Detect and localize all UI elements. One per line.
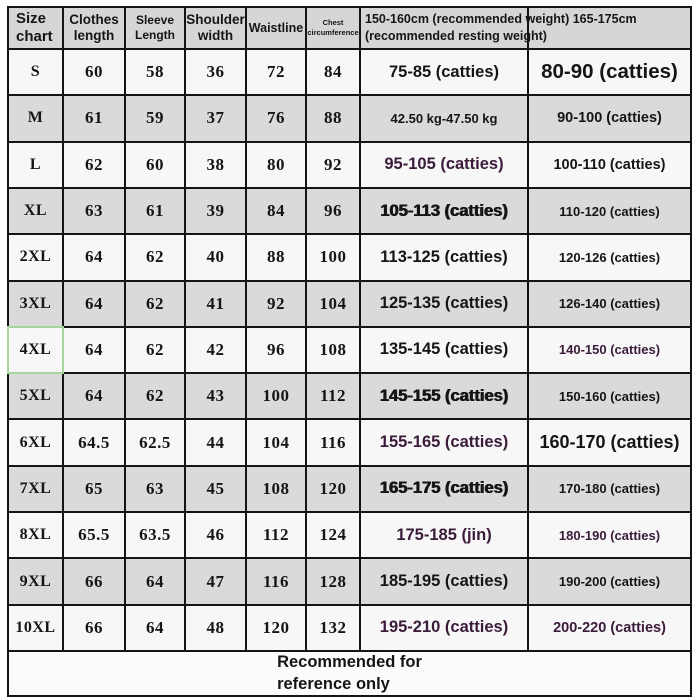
cell-clothes-length: 63 (64, 189, 124, 233)
cell-sleeve-length: 62 (126, 328, 184, 372)
cell-shoulder-width: 48 (186, 606, 245, 650)
cell-weight-150-160: 185-195 (catties) (361, 559, 527, 603)
cell-chest-circumference: 104 (307, 282, 359, 326)
footer-note-line1: Recommended for (277, 653, 422, 672)
cell-sleeve-length: 62 (126, 374, 184, 418)
header-waistline: Waistline (247, 8, 305, 48)
cell-weight-150-160: 75-85 (catties) (361, 50, 527, 94)
cell-weight-150-160: 42.50 kg-47.50 kg (361, 96, 527, 140)
cell-waistline: 104 (247, 420, 305, 464)
cell-clothes-length: 61 (64, 96, 124, 140)
cell-shoulder-width: 39 (186, 189, 245, 233)
cell-sleeve-length: 62 (126, 235, 184, 279)
cell-weight-165-175: 80-90 (catties) (529, 50, 690, 94)
cell-weight-165-175: 180-190 (catties) (529, 513, 690, 557)
cell-clothes-length: 62 (64, 143, 124, 187)
cell-size: 10XL (9, 606, 62, 650)
cell-size: L (9, 143, 62, 187)
header-clothes-length: Clothes length (64, 8, 124, 48)
cell-shoulder-width: 40 (186, 235, 245, 279)
cell-clothes-length: 64 (64, 328, 124, 372)
cell-waistline: 88 (247, 235, 305, 279)
header-sleeve-length: Sleeve Length (126, 8, 184, 48)
cell-shoulder-width: 36 (186, 50, 245, 94)
cell-clothes-length: 65.5 (64, 513, 124, 557)
cell-size: 8XL (9, 513, 62, 557)
cell-waistline: 96 (247, 328, 305, 372)
cell-chest-circumference: 124 (307, 513, 359, 557)
cell-sleeve-length: 59 (126, 96, 184, 140)
cell-weight-165-175: 126-140 (catties) (529, 282, 690, 326)
cell-sleeve-length: 63 (126, 467, 184, 511)
cell-shoulder-width: 42 (186, 328, 245, 372)
cell-waistline: 76 (247, 96, 305, 140)
cell-waistline: 72 (247, 50, 305, 94)
cell-chest-circumference: 120 (307, 467, 359, 511)
cell-sleeve-length: 60 (126, 143, 184, 187)
cell-sleeve-length: 64 (126, 559, 184, 603)
cell-waistline: 112 (247, 513, 305, 557)
cell-chest-circumference: 112 (307, 374, 359, 418)
cell-chest-circumference: 116 (307, 420, 359, 464)
cell-waistline: 120 (247, 606, 305, 650)
cell-waistline: 116 (247, 559, 305, 603)
cell-weight-165-175: 140-150 (catties) (529, 328, 690, 372)
cell-weight-150-160: 145-155 (catties) (361, 374, 527, 418)
cell-weight-150-160: 165-175 (catties) (361, 467, 527, 511)
cell-clothes-length: 66 (64, 606, 124, 650)
cell-size: 9XL (9, 559, 62, 603)
cell-size: 3XL (9, 282, 62, 326)
cell-shoulder-width: 38 (186, 143, 245, 187)
cell-weight-150-160: 155-165 (catties) (361, 420, 527, 464)
cell-sleeve-length: 62 (126, 282, 184, 326)
cell-waistline: 80 (247, 143, 305, 187)
cell-clothes-length: 60 (64, 50, 124, 94)
footer-note (9, 652, 690, 695)
cell-weight-150-160: 95-105 (catties) (361, 143, 527, 187)
cell-shoulder-width: 47 (186, 559, 245, 603)
cell-weight-165-175: 170-180 (catties) (529, 467, 690, 511)
cell-weight-165-175: 160-170 (catties) (529, 420, 690, 464)
cell-shoulder-width: 41 (186, 282, 245, 326)
cell-weight-165-175: 200-220 (catties) (529, 606, 690, 650)
header-shoulder-width: Shoulder width (186, 8, 245, 48)
cell-size: S (9, 50, 62, 94)
cell-weight-150-160: 135-145 (catties) (361, 328, 527, 372)
cell-clothes-length: 66 (64, 559, 124, 603)
cell-chest-circumference: 92 (307, 143, 359, 187)
cell-size: 5XL (9, 374, 62, 418)
cell-weight-165-175: 100-110 (catties) (529, 143, 690, 187)
header-size-chart: Size chart (9, 8, 62, 48)
cell-weight-165-175: 110-120 (catties) (529, 189, 690, 233)
cell-weight-150-160: 113-125 (catties) (361, 235, 527, 279)
cell-size: XL (9, 189, 62, 233)
size-table (7, 6, 692, 697)
cell-chest-circumference: 84 (307, 50, 359, 94)
header-chest-circumference: Chest circumference (307, 8, 359, 48)
cell-chest-circumference: 108 (307, 328, 359, 372)
cell-shoulder-width: 43 (186, 374, 245, 418)
cell-shoulder-width: 44 (186, 420, 245, 464)
cell-clothes-length: 64 (64, 282, 124, 326)
cell-waistline: 100 (247, 374, 305, 418)
cell-clothes-length: 64.5 (64, 420, 124, 464)
header-recommended-weight (361, 8, 690, 48)
cell-waistline: 108 (247, 467, 305, 511)
cell-sleeve-length: 63.5 (126, 513, 184, 557)
cell-chest-circumference: 132 (307, 606, 359, 650)
cell-weight-165-175: 190-200 (catties) (529, 559, 690, 603)
cell-chest-circumference: 128 (307, 559, 359, 603)
cell-shoulder-width: 37 (186, 96, 245, 140)
cell-size: M (9, 96, 62, 140)
header-recommended-weight-label: 150-160cm (recommended weight) 165-175cm (recommended resting weight) (365, 12, 637, 43)
cell-shoulder-width: 46 (186, 513, 245, 557)
cell-clothes-length: 64 (64, 374, 124, 418)
cell-clothes-length: 65 (64, 467, 124, 511)
cell-weight-150-160: 105-113 (catties) (361, 189, 527, 233)
cell-size: 6XL (9, 420, 62, 464)
cell-sleeve-length: 64 (126, 606, 184, 650)
cell-waistline: 84 (247, 189, 305, 233)
cell-weight-150-160: 195-210 (catties) (361, 606, 527, 650)
cell-clothes-length: 64 (64, 235, 124, 279)
footer-note-line2: reference only (277, 674, 390, 693)
cell-sleeve-length: 62.5 (126, 420, 184, 464)
cell-waistline: 92 (247, 282, 305, 326)
cell-shoulder-width: 45 (186, 467, 245, 511)
cell-size: 4XL (9, 328, 62, 372)
cell-chest-circumference: 88 (307, 96, 359, 140)
cell-weight-165-175: 90-100 (catties) (529, 96, 690, 140)
cell-sleeve-length: 61 (126, 189, 184, 233)
cell-sleeve-length: 58 (126, 50, 184, 94)
cell-size: 7XL (9, 467, 62, 511)
cell-weight-150-160: 175-185 (jin) (361, 513, 527, 557)
cell-chest-circumference: 96 (307, 189, 359, 233)
cell-weight-165-175: 150-160 (catties) (529, 374, 690, 418)
cell-weight-150-160: 125-135 (catties) (361, 282, 527, 326)
cell-chest-circumference: 100 (307, 235, 359, 279)
cell-size: 2XL (9, 235, 62, 279)
cell-weight-165-175: 120-126 (catties) (529, 235, 690, 279)
